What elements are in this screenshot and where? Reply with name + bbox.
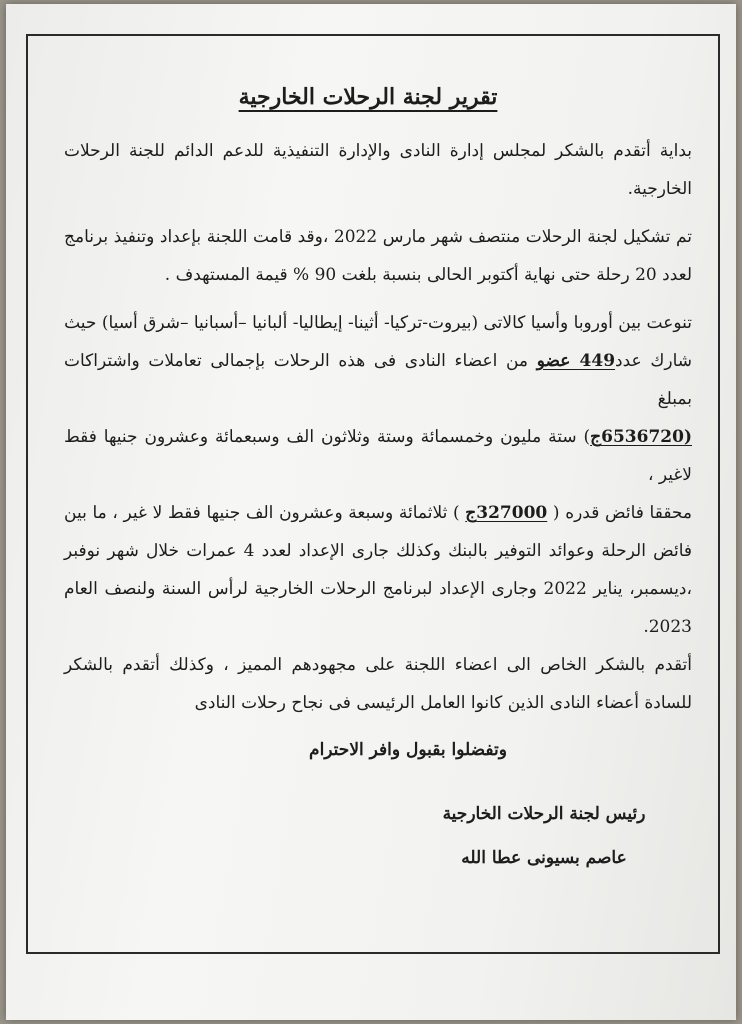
- paragraph-participation: [64, 342, 692, 418]
- paper-sheet: [6, 4, 736, 1020]
- surplus-text: ) ثلاثمائة وسبعة وعشرون الف جنيها فقط لا غير ، ما بين فائض الرحلة وعوائد التوفير بالبنك وكذلك جارى الإعداد لعدد 4 عمرات خلال شهر نوفبر ،ديسمبر، يناير 2022 وجارى الإعداد لبرنامج الرحلات الخارجية لرأس السنة ولنصف العام 2023.: [64, 503, 693, 637]
- members-count: 449 عضو: [536, 351, 616, 371]
- closing-line: وتفضلوا بقبول وافر الاحترام: [309, 740, 507, 760]
- signature-role: رئيس لجنة الرحلات الخارجية: [442, 804, 646, 824]
- total-amount-words: ) ستة مليون وخمسمائة وستة وثلاثون الف وسبعمائة وعشرون جنيها فقط لاغير ،: [64, 427, 692, 485]
- paragraph-thanks-members: أتقدم بالشكر الخاص الى اعضاء اللجنة على مجهودهم المميز ، وكذلك أتقدم بالشكر للسادة أعضاء النادى الذين كانوا العامل الرئيسى فى نجاح رحلات النادى: [64, 655, 692, 713]
- surplus-prefix: محققا فائض قدره (: [547, 503, 692, 523]
- participation-prefix: شارك عدد: [615, 351, 692, 371]
- total-amount: (6536720ج: [590, 427, 692, 447]
- paragraph-thanks-board: بداية أتقدم بالشكر لمجلس إدارة النادى والإدارة التنفيذية للدعم الدائم للجنة الرحلات الخارجية.: [64, 141, 692, 199]
- surplus-amount: 327000ج: [465, 503, 548, 523]
- report-title: تقرير لجنة الرحلات الخارجية: [238, 84, 498, 110]
- paragraph-destinations: تنوعت بين أوروبا وأسيا كالاتى (بيروت-تركيا- أثينا- إيطاليا- ألبانيا –أسبانيا –شرق أسيا) حيث: [64, 313, 692, 333]
- participation-suffix: من اعضاء النادى فى هذه الرحلات بإجمالى تعاملات واشتراكات بمبلغ: [64, 351, 692, 409]
- signature-name: عاصم بسيونى عطا الله: [461, 848, 627, 868]
- paragraph-total-amount: [64, 418, 692, 494]
- paragraph-committee-formation: تم تشكيل لجنة الرحلات منتصف شهر مارس 2022 ،وقد قامت اللجنة بإعداد وتنفيذ برنامج لعدد 20 رحلة حتى نهاية أكتوبر الحالى بنسبة بلغت 90 % قيمة المستهدف .: [64, 227, 692, 285]
- report-body: [64, 84, 692, 880]
- paragraph-surplus: [64, 494, 692, 646]
- signature-block: [414, 792, 692, 880]
